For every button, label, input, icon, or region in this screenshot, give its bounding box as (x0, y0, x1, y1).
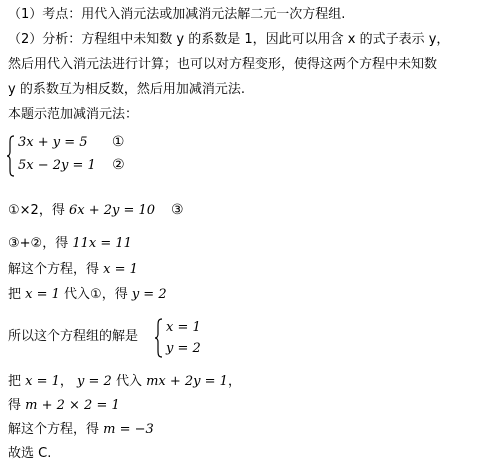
substitute-line (8, 286, 167, 303)
solve-m-result: m = −3 (103, 422, 154, 437)
solve-x-equation: x = 1 (103, 262, 138, 277)
equation-marker-2: ② (112, 157, 125, 173)
sub-m-text-a: 把 (8, 374, 26, 389)
analysis-line-3: y 的系数互为相反数，然后用加减消元法. (8, 82, 245, 97)
substitute-x-value: x = 1 (25, 287, 60, 302)
step-add (8, 235, 132, 252)
equation-system (6, 134, 206, 178)
step-multiply-text: ①×2，得 (8, 203, 69, 218)
solution-x: x = 1 (166, 320, 201, 335)
sub-m-text-d: ， (227, 374, 241, 389)
answer-line: 故选 C. (8, 446, 52, 461)
m-equation-line (8, 397, 120, 414)
solve-m-text: 解这个方程，得 (8, 422, 104, 437)
sub-m-text-c: 代入 (111, 374, 147, 389)
step-add-equation: 11x = 11 (72, 236, 132, 251)
analysis-line-2: 然后用代入消元法进行计算；也可以对方程变形，使得这两个方程中未知数 (8, 57, 438, 72)
method-heading: 本题示范加减消元法： (8, 107, 139, 122)
solve-x-text: 解这个方程，得 (8, 262, 104, 277)
substitute-text-a: 把 (8, 287, 26, 302)
equation-marker-1: ① (111, 134, 125, 150)
sub-m-text-b: ， (59, 374, 78, 389)
point-line: （1）考点：用代入消元法或加减消元法解二元一次方程组. (8, 7, 346, 22)
left-brace-icon (6, 135, 16, 177)
substitute-result: y = 2 (131, 287, 167, 302)
solution-line (8, 316, 268, 360)
step-multiply (8, 202, 184, 219)
solution-text: 所以这个方程组的解是 (8, 329, 139, 344)
system-equation-2: 5x − 2y = 1 (18, 158, 96, 173)
step-add-text: ③+②，得 (8, 236, 73, 251)
m-equation: m + 2 × 2 = 1 (25, 398, 120, 413)
m-equation-text: 得 (8, 398, 26, 413)
left-brace-icon (154, 318, 164, 358)
substitute-m-line (8, 373, 241, 390)
step-multiply-equation: 6x + 2y = 10 (68, 203, 156, 218)
solve-x-line (8, 261, 138, 278)
substitute-text-b: 代入①，得 (59, 287, 132, 302)
solution-y: y = 2 (166, 341, 201, 356)
sub-m-equation: mx + 2y = 1 (146, 374, 228, 389)
equation-marker-3: ③ (171, 202, 184, 218)
sub-m-y: y = 2 (77, 374, 112, 389)
sub-m-x: x = 1 (25, 374, 60, 389)
solve-m-line (8, 421, 154, 438)
system-equation-1: 3x + y = 5 (18, 135, 88, 150)
analysis-line-1: （2）分析：方程组中未知数 y 的系数是 1，因此可以用含 x 的式子表示 y， (8, 32, 450, 47)
